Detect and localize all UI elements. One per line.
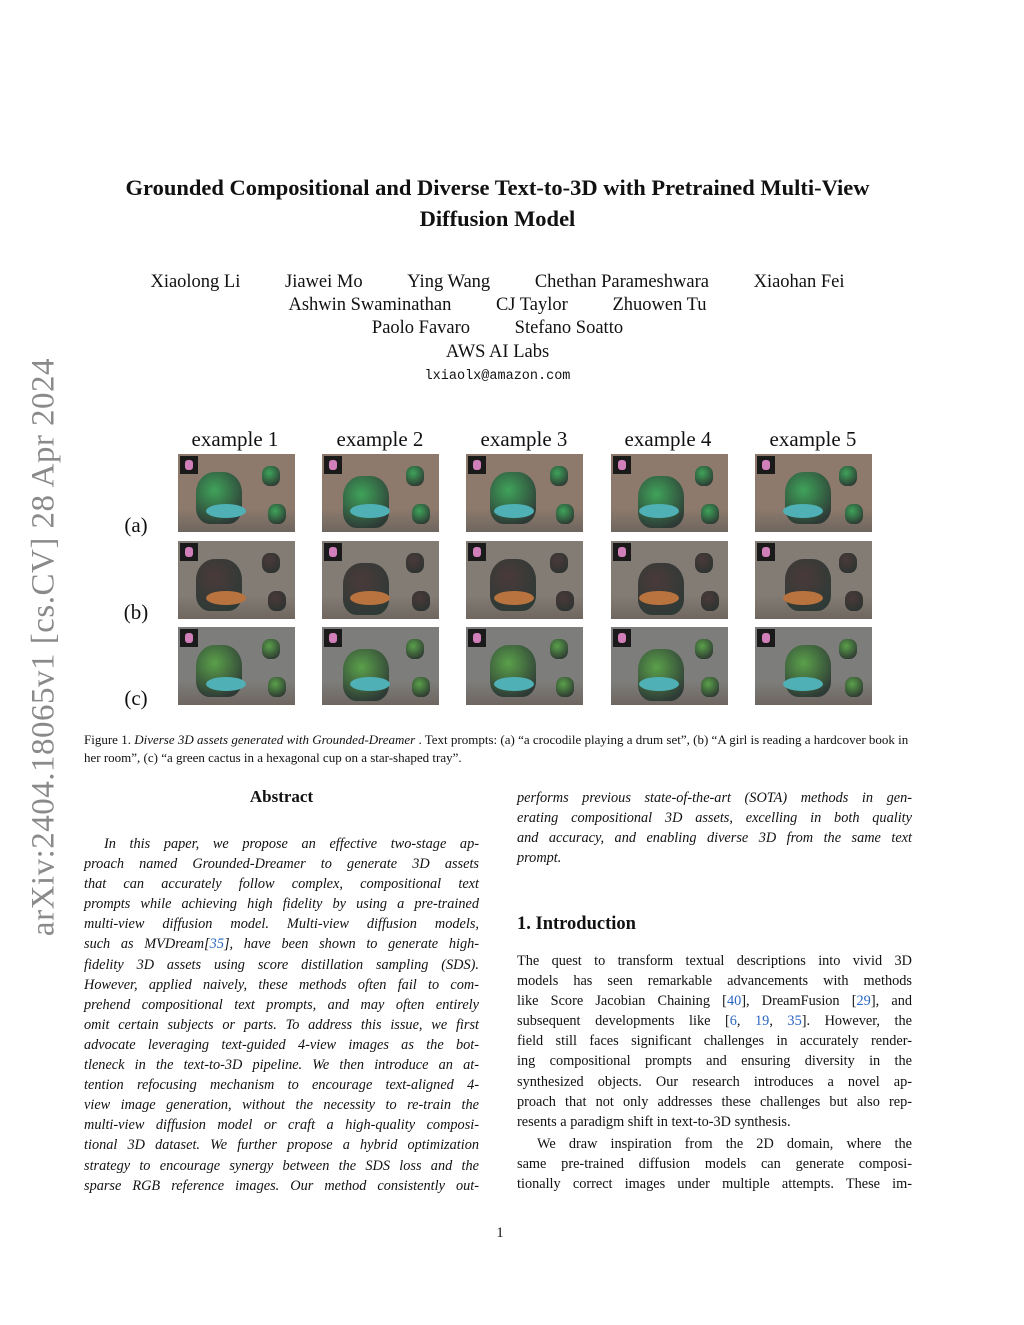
side-view — [262, 639, 280, 659]
abstract-heading: Abstract — [249, 787, 314, 806]
side-view — [406, 639, 424, 659]
prompt-icon — [757, 456, 775, 474]
figure-thumbnail — [611, 454, 728, 532]
side-view — [839, 466, 857, 486]
side-view — [550, 466, 568, 486]
prompt-icon — [180, 629, 198, 647]
figure-thumbnail — [322, 627, 439, 705]
text-line: subsequent developments like [6, 19, 35]. However, the — [517, 1013, 912, 1030]
citation[interactable]: 6 — [729, 1013, 737, 1030]
accent-object — [639, 504, 679, 518]
text-line: multi-view diffusion model or craft a high-quality composi- — [84, 1117, 479, 1134]
text-line: omit certain subjects or parts. To address this issue, we first — [84, 1016, 479, 1033]
introduction-paragraph-1 — [517, 951, 912, 1132]
abstract-continued — [517, 788, 912, 868]
paper-title — [90, 172, 905, 234]
author: Xiaohan Fei — [753, 272, 845, 292]
side-view — [695, 553, 713, 573]
text-line: fidelity 3D assets using score distillation sampling (SDS). — [84, 956, 479, 973]
author: Xiaolong Li — [150, 272, 241, 292]
text-line: The quest to transform textual descriptions into vivid 3D — [517, 953, 912, 969]
accent-object — [206, 591, 246, 605]
accent-object — [206, 677, 246, 691]
text-line: resents a paradigm shift in text-to-3D synthesis. — [517, 1113, 791, 1130]
citation[interactable]: 19 — [755, 1013, 770, 1030]
accent-object — [494, 591, 534, 605]
figure-thumbnail — [755, 454, 872, 532]
prompt-icon — [613, 629, 631, 647]
prompt-icon — [757, 543, 775, 561]
author: Stefano Soatto — [514, 318, 624, 338]
text-line: advocate leveraging text-guided 4-view images as the bot- — [84, 1036, 479, 1053]
author: Jiawei Mo — [285, 272, 363, 292]
main-object — [638, 476, 684, 528]
accent-object — [350, 677, 390, 691]
text-line: However, applied naively, these methods often fail to com- — [84, 976, 479, 993]
text-line: multi-view diffusion model. Multi-view diffusion models, — [84, 916, 479, 933]
citation[interactable]: 40 — [726, 993, 742, 1010]
side-view — [839, 553, 857, 573]
accent-object — [783, 591, 823, 605]
side-view — [695, 466, 713, 486]
text-line: models has seen remarkable advancements with methods — [517, 973, 912, 990]
side-view — [695, 639, 713, 659]
citation[interactable]: 35 — [787, 1013, 802, 1030]
text-line: proach that not only addresses these challenges but also rep- — [517, 1093, 912, 1110]
text-line: synthesized objects. Our research introduces a novel ap- — [517, 1073, 912, 1090]
text-line: tleneck in the text-to-3D pipeline. We then introduce an at- — [84, 1057, 479, 1074]
side-view — [412, 504, 430, 524]
prompt-icon — [180, 543, 198, 561]
accent-object — [350, 591, 390, 605]
side-view — [845, 591, 863, 611]
text-line: performs previous state-of-the-art (SOTA) methods in gen- — [517, 790, 912, 806]
example-label: example 3 — [480, 427, 568, 451]
figure-thumbnail — [755, 627, 872, 705]
prompt-icon — [613, 456, 631, 474]
title-line-1: Grounded Compositional and Diverse Text-to-3D with Pretrained Multi-View — [125, 175, 870, 200]
accent-object — [494, 504, 534, 518]
page-number: 1 — [496, 1225, 504, 1241]
text-line: erating compositional 3D assets, excelling in both quality — [517, 810, 912, 827]
authors-row-3 — [90, 317, 905, 340]
accent-object — [206, 504, 246, 518]
email: lxiaolx@amazon.com — [424, 369, 571, 384]
side-view — [268, 591, 286, 611]
arxiv-stamp — [18, 352, 70, 942]
figure-thumbnail — [755, 541, 872, 619]
prompt-icon — [757, 629, 775, 647]
side-view — [262, 466, 280, 486]
figure-thumbnail — [322, 454, 439, 532]
side-view — [406, 466, 424, 486]
affiliation: AWS AI Labs — [445, 342, 550, 362]
author: Chethan Parameshwara — [534, 272, 709, 292]
caption-prefix: Figure 1. — [84, 732, 131, 747]
prompt-icon — [324, 456, 342, 474]
figure-thumbnail — [322, 541, 439, 619]
accent-object — [350, 504, 390, 518]
prompt-icon — [324, 543, 342, 561]
side-view — [268, 677, 286, 697]
text-line: view image generation, without the necessity to re-train the — [84, 1097, 479, 1114]
main-object — [343, 649, 389, 701]
arxiv-stamp-text: arXiv:2404.18065v1 [cs.CV] 28 Apr 2024 — [25, 357, 62, 937]
text-line: proach named Grounded-Dreamer to generate 3D assets — [84, 856, 479, 873]
citation[interactable]: 29 — [856, 993, 871, 1010]
accent-object — [783, 504, 823, 518]
main-object — [343, 476, 389, 528]
introduction-heading: 1. Introduction — [517, 914, 636, 934]
author: Zhuowen Tu — [612, 295, 707, 315]
text-line: and accuracy, and enabling diverse 3D from the same text — [517, 830, 912, 847]
example-label: example 1 — [191, 427, 279, 451]
figure-thumbnail — [466, 627, 583, 705]
side-view — [550, 639, 568, 659]
author: CJ Taylor — [495, 295, 568, 315]
introduction-paragraph-2 — [517, 1134, 912, 1194]
side-view — [701, 591, 719, 611]
text-line: field still faces significant challenges in accurately render- — [517, 1033, 912, 1050]
example-label: example 4 — [624, 427, 712, 451]
text-line: tional 3D dataset. We further propose a hybrid optimization — [84, 1137, 479, 1154]
author: Ashwin Swaminathan — [288, 295, 452, 315]
text-line: prehend compositional text prompts, and may often entirely — [84, 996, 479, 1013]
side-view — [556, 504, 574, 524]
example-label: example 2 — [336, 427, 424, 451]
accent-object — [494, 677, 534, 691]
caption-rest: . Text prompts: (a) “a crocodile playing a drum set”, (b) “A girl is reading a hardcover book in her room”, (c) “a green cactus in a hexagonal cup on a star-shaped tray”. — [84, 732, 909, 765]
row-label: (b) — [123, 600, 149, 624]
example-label: example 5 — [769, 427, 857, 451]
figure-thumbnail — [611, 541, 728, 619]
side-view — [845, 504, 863, 524]
text-line: that can accurately follow complex, compositional text — [84, 876, 479, 893]
side-view — [268, 504, 286, 524]
figure-thumbnail — [178, 454, 295, 532]
figure-thumbnail — [466, 541, 583, 619]
prompt-icon — [468, 543, 486, 561]
row-label: (a) — [124, 513, 148, 537]
side-view — [556, 677, 574, 697]
main-object — [343, 563, 389, 615]
text-line: strategy to encourage synergy between the SDS loss and the — [84, 1157, 479, 1174]
main-object — [638, 649, 684, 701]
prompt-icon — [468, 629, 486, 647]
prompt-icon — [468, 456, 486, 474]
side-view — [556, 591, 574, 611]
figure-thumbnail — [466, 454, 583, 532]
side-view — [839, 639, 857, 659]
prompt-icon — [613, 543, 631, 561]
title-line-2: Diffusion Model — [419, 206, 576, 231]
side-view — [406, 553, 424, 573]
side-view — [701, 677, 719, 697]
figure-thumbnail — [178, 541, 295, 619]
text-line: tention refocusing mechanism to encourage text-aligned 4- — [84, 1077, 479, 1094]
authors-row-1 — [90, 271, 905, 294]
text-line: such as MVDream[35], have been shown to generate high- — [84, 936, 480, 953]
text-line: same pre-trained diffusion models can generate composi- — [517, 1156, 912, 1173]
text-line: ing compositional prompts and ensuring diversity in the — [517, 1053, 912, 1070]
prompt-icon — [180, 456, 198, 474]
text-line: tionally correct images under multiple attempts. These im- — [517, 1176, 912, 1193]
text-line: prompt. — [517, 850, 562, 867]
author: Paolo Favaro — [371, 318, 471, 338]
text-line: like Score Jacobian Chaining [40], DreamFusion [29], and — [517, 993, 912, 1010]
accent-object — [783, 677, 823, 691]
text-line: sparse RGB reference images. Our method consistently out- — [84, 1177, 479, 1194]
side-view — [412, 677, 430, 697]
side-view — [550, 553, 568, 573]
figure-thumbnail — [611, 627, 728, 705]
accent-object — [639, 677, 679, 691]
side-view — [412, 591, 430, 611]
abstract-body — [84, 834, 479, 1196]
authors-row-2 — [90, 294, 905, 317]
citation[interactable]: 35 — [209, 936, 224, 953]
main-object — [638, 563, 684, 615]
row-label: (c) — [124, 686, 148, 710]
author: Ying Wang — [407, 272, 491, 292]
text-line: We draw inspiration from the 2D domain, where the — [537, 1136, 912, 1152]
prompt-icon — [324, 629, 342, 647]
side-view — [701, 504, 719, 524]
side-view — [845, 677, 863, 697]
accent-object — [639, 591, 679, 605]
figure-caption — [84, 731, 914, 767]
text-line: prompts while achieving high fidelity by using a pre-trained — [84, 896, 479, 913]
side-view — [262, 553, 280, 573]
text-line: In this paper, we propose an effective two-stage ap- — [104, 836, 479, 852]
caption-italic: Diverse 3D assets generated with Grounded-Dreamer — [134, 732, 416, 747]
figure-thumbnail — [178, 627, 295, 705]
